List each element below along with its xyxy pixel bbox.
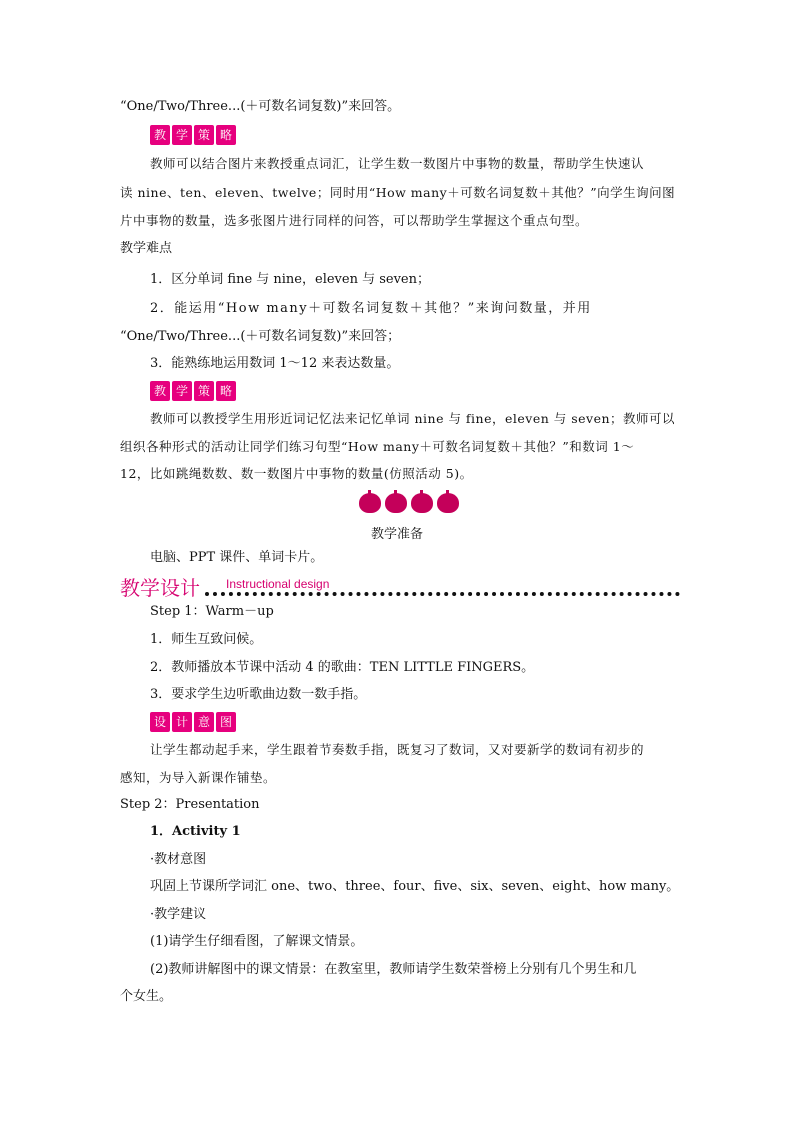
strategy-text-2: 读 nine、ten、eleven、twelve；同时用“How many＋可数名词复数＋其他？”向学生询问图 <box>120 185 676 200</box>
apple-decoration <box>359 493 459 513</box>
tag-char: 略 <box>216 381 236 401</box>
tag-char: 设 <box>150 712 170 732</box>
suggestion-title: ·教学建议 <box>150 907 207 922</box>
difficulty-3: 3．能熟练地运用数词 1～12 来表达数量。 <box>150 356 400 371</box>
difficulty-title: 教学难点 <box>120 241 173 256</box>
difficulty-2-cont: “One/Two/Three...(＋可数名词复数)”来回答； <box>120 329 401 344</box>
strategy-text-1: 教师可以结合图片来教授重点词汇，让学生数一数图片中事物的数量，帮助学生快速认 <box>150 156 645 171</box>
strategy2-text-1: 教师可以教授学生用形近词记忆法来记忆单词 nine 与 fine，eleven 与 seven；教师可以 <box>150 411 676 426</box>
tag-char: 图 <box>216 712 236 732</box>
tag-char: 略 <box>216 125 236 145</box>
strategy-text-3: 片中事物的数量，选多张图片进行同样的问答，可以帮助学生掌握这个重点句型。 <box>120 213 589 228</box>
difficulty-2: 2．能运用“How many＋可数名词复数＋其他？”来询问数量，并用 <box>150 301 592 316</box>
tag-char: 学 <box>172 381 192 401</box>
prep-title: 教学准备 <box>370 527 423 542</box>
difficulty-1: 1．区分单词 fine 与 nine，eleven 与 seven； <box>150 272 430 287</box>
tag-char: 意 <box>194 712 214 732</box>
suggestion-1: (1)请学生仔细看图，了解课文情景。 <box>150 934 364 949</box>
tag-char: 策 <box>194 381 214 401</box>
prep-text: 电脑、PPT 课件、单词卡片。 <box>150 550 324 565</box>
heading-dotted-rule <box>205 592 680 596</box>
strategy-tag <box>150 125 236 145</box>
design-tag <box>150 712 236 732</box>
warmup-1: 1．师生互致问候。 <box>150 632 263 647</box>
tag-char: 教 <box>150 125 170 145</box>
strategy2-text-3: 12，比如跳绳数数、数一数图片中事物的数量(仿照活动 5)。 <box>120 466 473 481</box>
apple-icon <box>411 493 433 513</box>
tag-char: 学 <box>172 125 192 145</box>
step2-title: Step 2：Presentation <box>120 797 260 812</box>
section-heading-en: Instructional design <box>226 577 330 591</box>
apple-icon <box>385 493 407 513</box>
section-heading: 教学设计 <box>120 576 200 600</box>
answer-line: “One/Two/Three...(＋可数名词复数)”来回答。 <box>120 99 401 114</box>
apple-icon <box>359 493 381 513</box>
strategy2-text-2: 组织各种形式的活动让同学们练习句型“How many＋可数名词复数＋其他？”和数词 1～ <box>120 439 635 454</box>
intent-text-1: 让学生都动起手来，学生跟着节奏数手指，既复习了数词，又对要新学的数词有初步的 <box>150 742 645 757</box>
activity-1-title: 1．Activity 1 <box>150 824 241 839</box>
material-intent-title: ·教材意图 <box>150 852 207 867</box>
apple-icon <box>437 493 459 513</box>
material-intent-text: 巩固上节课所学词汇 one、two、three、four、five、six、seven、eight、how many。 <box>150 879 680 894</box>
warmup-2: 2．教师播放本节课中活动 4 的歌曲：TEN LITTLE FINGERS。 <box>150 660 535 675</box>
intent-text-2: 感知，为导入新课作铺垫。 <box>120 770 277 785</box>
strategy-tag <box>150 381 236 401</box>
warmup-3: 3．要求学生边听歌曲边数一数手指。 <box>150 687 367 702</box>
suggestion-2: (2)教师讲解图中的课文情景：在教室里，教师请学生数荣誉榜上分别有几个男生和几 <box>150 962 637 977</box>
suggestion-2-cont: 个女生。 <box>120 989 173 1004</box>
step1-title: Step 1：Warm－up <box>150 604 274 619</box>
tag-char: 教 <box>150 381 170 401</box>
tag-char: 计 <box>172 712 192 732</box>
tag-char: 策 <box>194 125 214 145</box>
